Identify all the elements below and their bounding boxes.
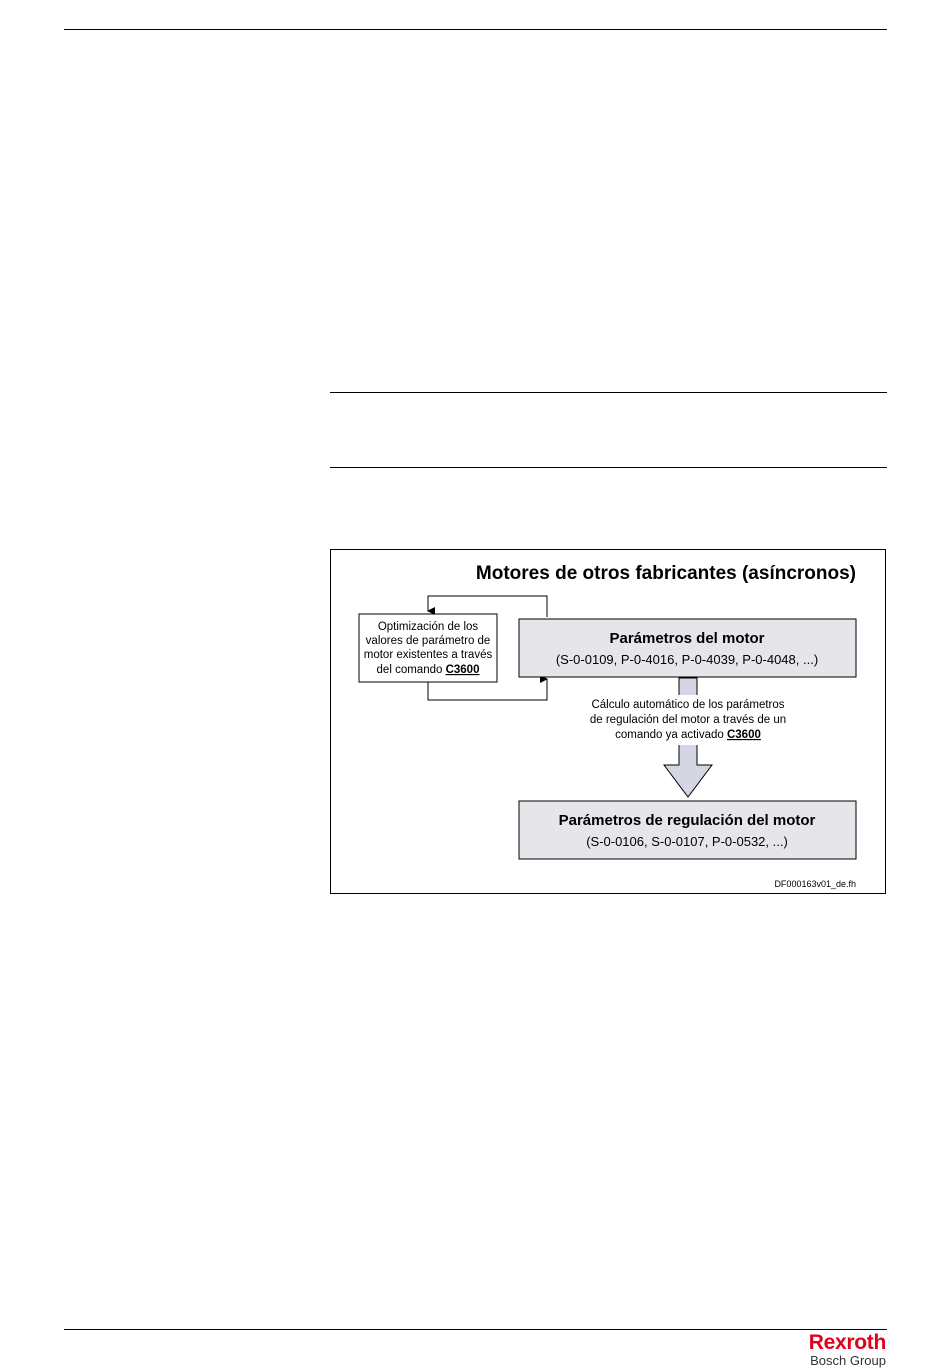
control-parameters-title: Parámetros de regulación del motor bbox=[558, 812, 816, 829]
optimization-line-4: del comando C3600 bbox=[376, 664, 480, 676]
calculation-line-2: de regulación del motor a través de un bbox=[589, 714, 787, 726]
calculation-line-1: Cálculo automático de los parámetros bbox=[591, 699, 785, 711]
motor-parameters-values: (S-0-0109, P-0-4016, P-0-4039, P-0-4048, ...) bbox=[555, 652, 819, 667]
calculation-text bbox=[590, 699, 786, 741]
calculation-command: C3600 bbox=[726, 729, 761, 741]
motor-parameters-diagram bbox=[330, 549, 886, 894]
footer-rule bbox=[64, 1329, 887, 1330]
logo-group: Bosch Group bbox=[810, 1353, 886, 1368]
optimization-box bbox=[359, 614, 497, 682]
header-rule bbox=[64, 29, 887, 30]
motor-parameters-box bbox=[519, 619, 856, 677]
optimization-line-1: Optimización de los bbox=[377, 621, 479, 633]
control-parameters-box bbox=[519, 801, 856, 859]
figure-id: DF000163v01_de.fh bbox=[774, 879, 856, 889]
optimization-line-2: valores de parámetro de bbox=[365, 635, 491, 647]
diagram-title: Motores de otros fabricantes (asíncronos) bbox=[475, 563, 856, 584]
note-top-rule bbox=[330, 392, 887, 393]
optimization-command: C3600 bbox=[445, 664, 480, 676]
motor-parameters-title: Parámetros del motor bbox=[609, 630, 765, 647]
optimization-line-3: motor existentes a través bbox=[363, 649, 493, 661]
rexroth-logo bbox=[809, 1332, 886, 1368]
logo-brand: Rexroth bbox=[808, 1331, 886, 1354]
control-parameters-values: (S-0-0106, S-0-0107, P-0-0532, ...) bbox=[586, 834, 788, 849]
note-bottom-rule bbox=[330, 467, 887, 468]
calculation-line-3: comando ya activado C3600 bbox=[615, 729, 761, 741]
